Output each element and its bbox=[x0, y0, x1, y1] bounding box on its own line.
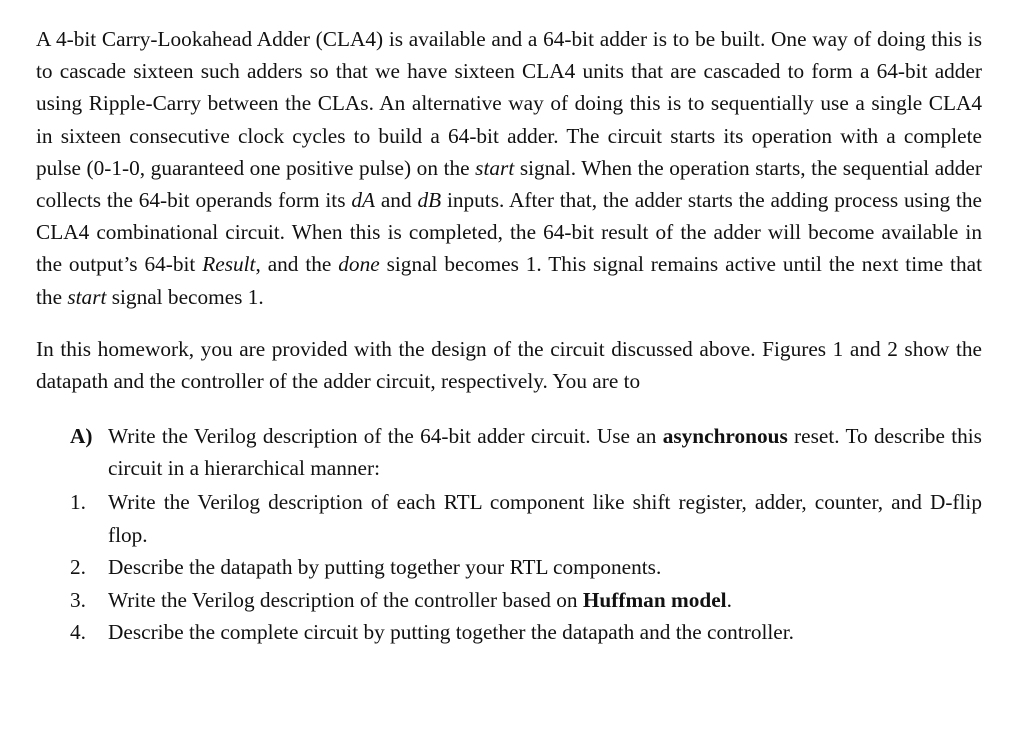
list-item-text: Write the Verilog description of each RTL component like shift register, adder, counter, and D-flip flop. bbox=[108, 490, 982, 547]
list-item-number: 1. bbox=[70, 490, 86, 515]
list-item bbox=[70, 584, 982, 617]
list-item-text: Write the Verilog description of the controller based on bbox=[108, 587, 583, 612]
db-input-term: dB bbox=[417, 188, 442, 213]
done-signal-term: done bbox=[338, 252, 380, 277]
da-input-term: dA bbox=[351, 188, 376, 213]
list-item-number: 3. bbox=[70, 587, 86, 612]
intro-text-2: signal. When the operation starts, the sequential adder collects the 64-bit operands form its bbox=[36, 155, 982, 213]
intro-paragraph bbox=[36, 23, 982, 313]
list-item bbox=[70, 551, 982, 584]
intro-text-1: A 4-bit Carry-Lookahead Adder (CLA4) is available and a 64-bit adder is to be built. One way of doing this is to cascade sixteen such adders so that we have sixteen CLA4 units that are cascaded to form a 64-bit adder using Ripple-Carry between the CLAs. An alternative way of doing this is to sequentially use a single CLA4 in sixteen consecutive clock cycles to build a 64-bit adder. The circuit starts its operation with a complete pulse (0-1-0, guaranteed one positive pulse) on the bbox=[36, 27, 982, 180]
task-a bbox=[70, 420, 982, 484]
list-item bbox=[70, 486, 982, 551]
list-item-text: Describe the datapath by putting together your RTL components. bbox=[108, 555, 662, 580]
task-a-sublist bbox=[36, 486, 982, 649]
list-item bbox=[70, 616, 982, 649]
intro-text-4: inputs. After that, the adder starts the adding process using the CLA4 combinational circuit. When this is completed, the 64-bit result of the adder will become available in the output’s 64-bit bbox=[36, 188, 982, 277]
start-signal-term-2: start bbox=[67, 284, 107, 309]
document-page bbox=[36, 23, 982, 649]
list-item-text: Describe the complete circuit by putting together the datapath and the controller. bbox=[108, 620, 794, 645]
list-item-number: 2. bbox=[70, 555, 86, 580]
start-signal-term: start bbox=[475, 155, 515, 180]
task-a-text-2: reset. To describe this circuit in a hierarchical manner: bbox=[108, 424, 982, 481]
intro-text-6: signal becomes 1. This signal remains active until the next time that the bbox=[36, 252, 982, 309]
task-a-description bbox=[108, 420, 982, 484]
task-a-text-1: Write the Verilog description of the 64-bit adder circuit. Use an bbox=[108, 424, 663, 449]
list-item-period: . bbox=[726, 587, 732, 612]
homework-paragraph: In this homework, you are provided with the design of the circuit discussed above. Figures 1 and 2 show the datapath and the controller of the adder circuit, respectively. You are to bbox=[36, 336, 982, 394]
list-item-number: 4. bbox=[70, 620, 86, 645]
task-a-bold-term: asynchronous bbox=[662, 424, 788, 449]
huffman-model-term: Huffman model bbox=[582, 587, 727, 612]
result-output-term: Result bbox=[202, 252, 256, 277]
intro-text-5: , and the bbox=[255, 252, 339, 277]
task-a-label: A) bbox=[70, 424, 93, 449]
intro-text-3: and bbox=[375, 188, 418, 213]
intro-text-7: signal becomes 1. bbox=[106, 284, 264, 309]
